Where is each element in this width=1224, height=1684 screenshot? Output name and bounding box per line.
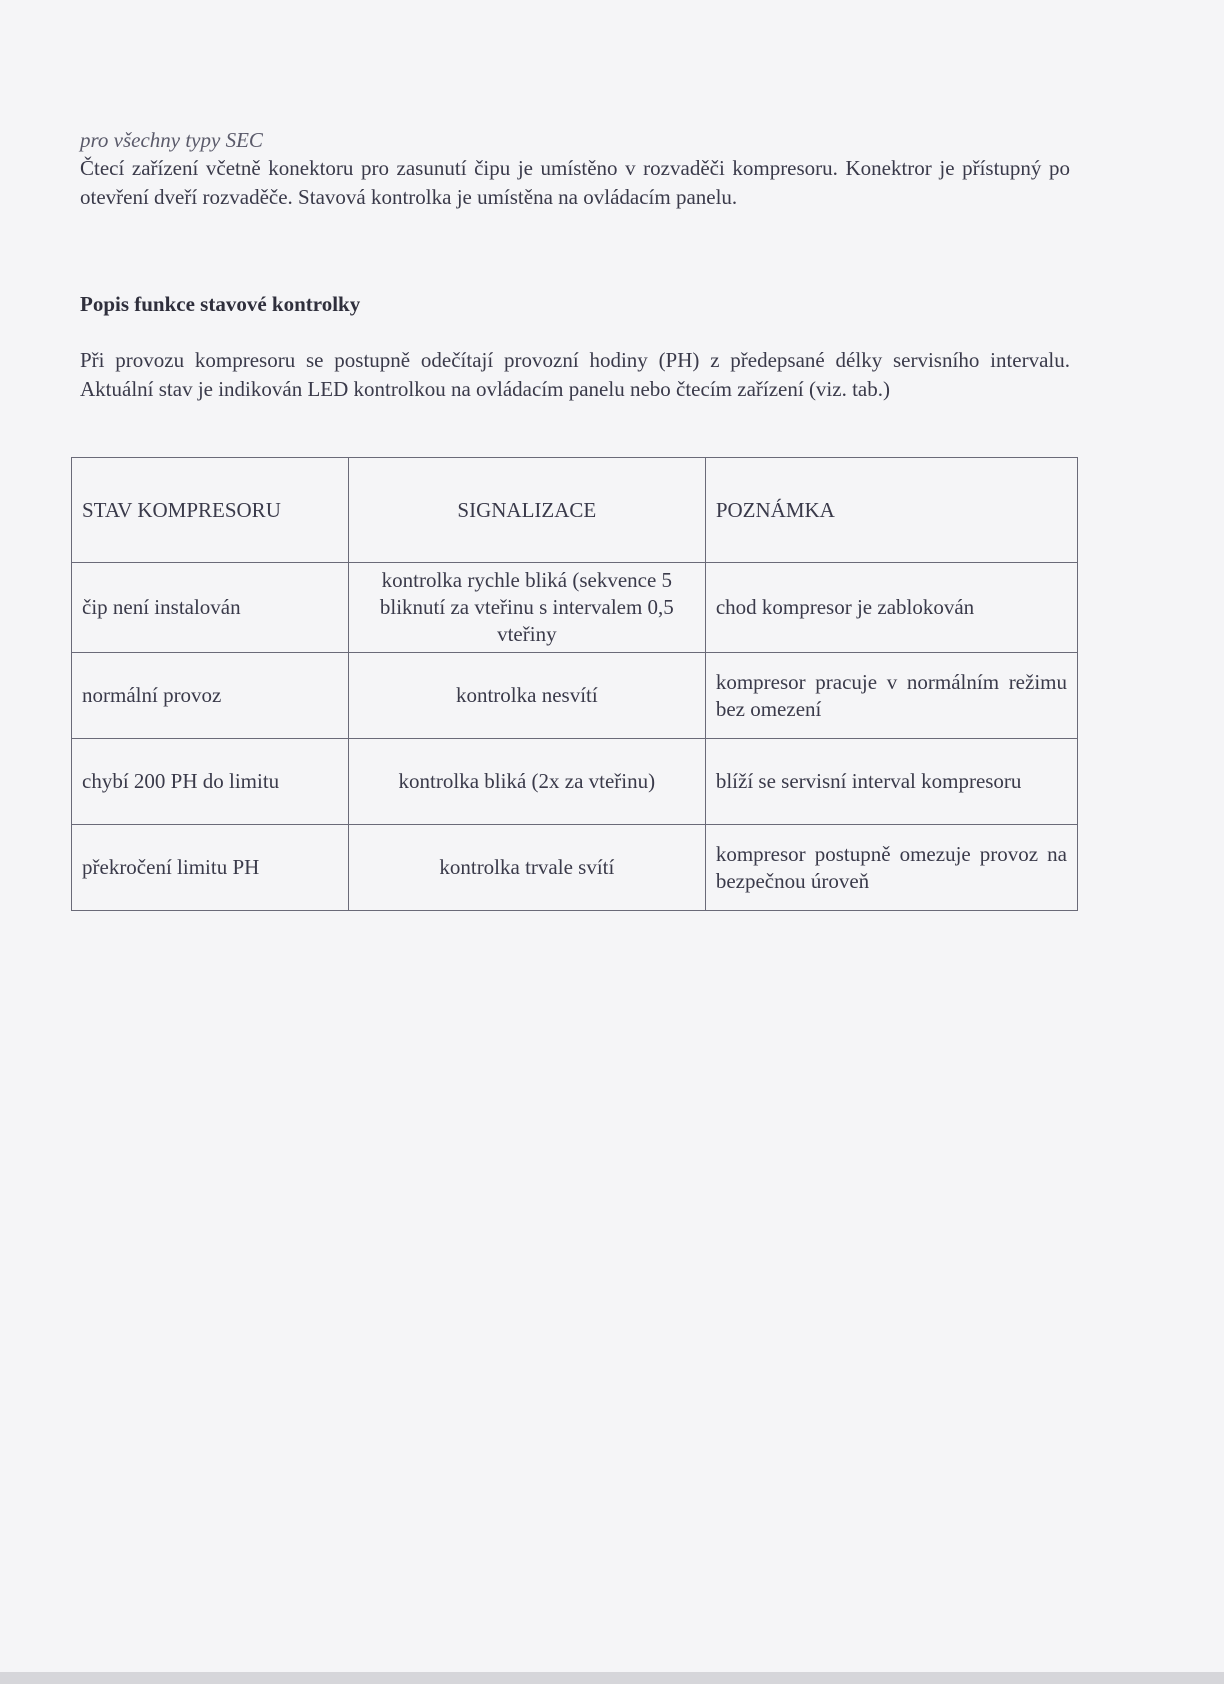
intro-paragraph: Čtecí zařízení včetně konektoru pro zasunutí čipu je umístěno v rozvaděči kompresoru. Konektror je přístupný po otevření dveří rozvaděče. Stavová kontrolka je umístěna na ovládacím panelu. [80,156,1070,209]
cell-stav: překročení limitu PH [72,825,349,911]
section-heading: Popis funkce stavové kontrolky [80,292,361,316]
cell-signalizace: kontrolka nesvítí [348,653,705,739]
cell-poznamka: blíží se servisní interval kompresoru [705,739,1077,825]
header-stav: STAV KOMPRESORU [72,458,349,563]
table-row [72,825,1078,911]
table-row [72,563,1078,653]
header-signalizace: SIGNALIZACE [348,458,705,563]
cell-stav: čip není instalován [72,563,349,653]
cell-signalizace: kontrolka bliká (2x za vteřinu) [348,739,705,825]
cell-signalizace: kontrolka rychle bliká (sekvence 5 bliknutí za vteřinu s intervalem 0,5 vteřiny [348,563,705,653]
cell-stav: normální provoz [72,653,349,739]
cell-signalizace: kontrolka trvale svítí [348,825,705,911]
table-row [72,739,1078,825]
cell-stav: chybí 200 PH do limitu [72,739,349,825]
cell-poznamka: kompresor postupně omezuje provoz na bezpečnou úroveň [705,825,1077,911]
cell-poznamka: chod kompresor je zablokován [705,563,1077,653]
cell-poznamka: kompresor pracuje v normálním režimu bez omezení [705,653,1077,739]
section-paragraph: Při provozu kompresoru se postupně odečítají provozní hodiny (PH) z předepsané délky servisního intervalu. Aktuální stav je indikován LED kontrolkou na ovládacím panelu nebo čtecím zařízení (viz. tab.) [80,348,1070,401]
table-header-row [72,458,1078,563]
subtitle: pro všechny typy SEC [80,128,263,152]
table-row [72,653,1078,739]
status-table [71,457,1078,911]
scan-bottom-edge [0,1672,1224,1684]
header-poznamka: POZNÁMKA [705,458,1077,563]
